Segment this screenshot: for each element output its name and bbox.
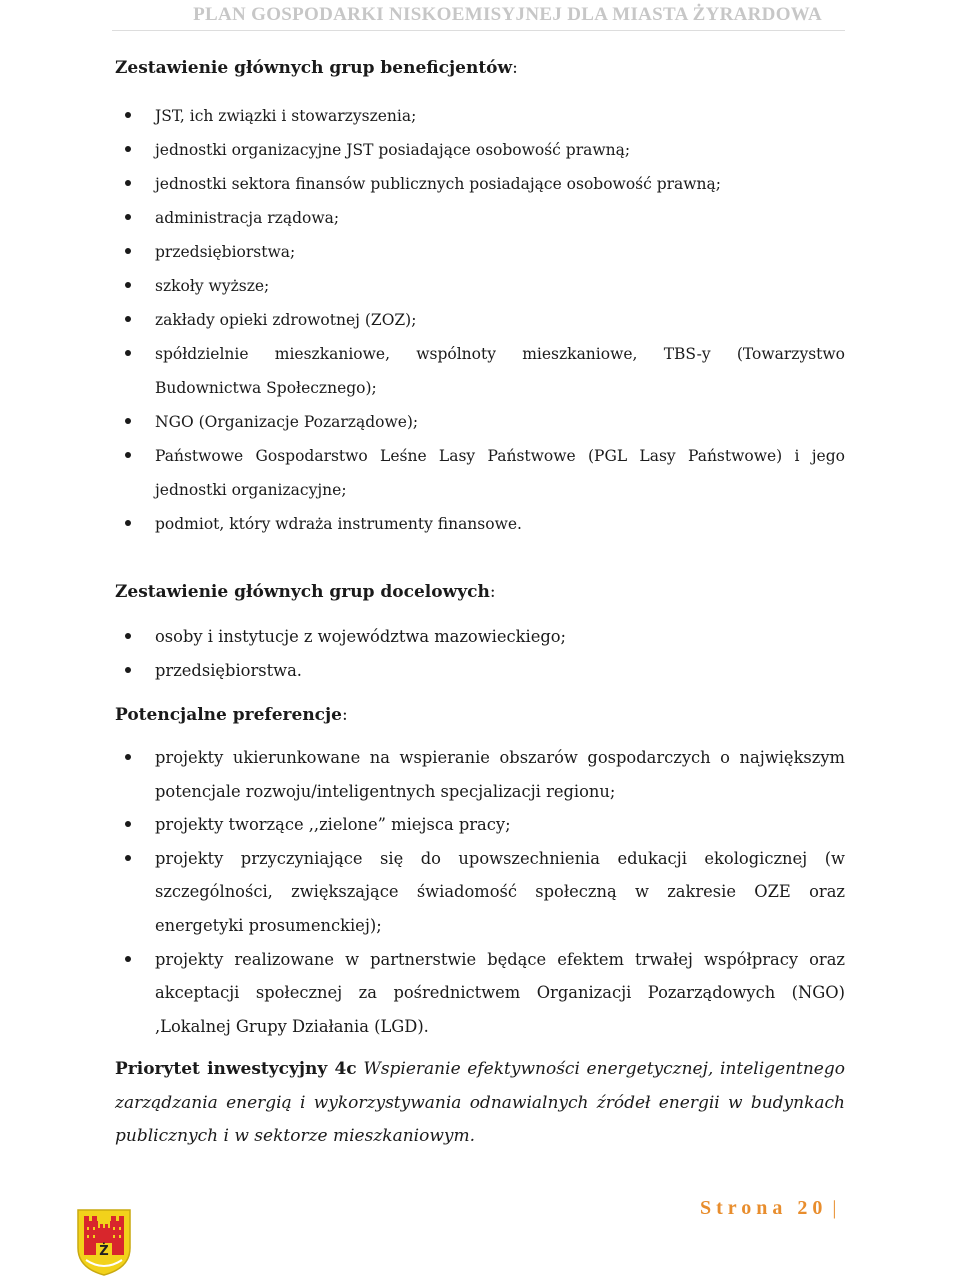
list-item-text: przedsiębiorstwa; (155, 243, 296, 261)
preferences-list (115, 741, 845, 1043)
beneficiary-item (115, 507, 845, 541)
priority-paragraph (115, 1053, 845, 1154)
beneficiary-item (115, 235, 845, 269)
bullet-icon (125, 855, 131, 861)
list-item-text: projekty ukierunkowane na wspieranie obszarów gospodarczych o największym potencjale rozwoju/inteligentnych specjalizacji regionu; (155, 748, 845, 801)
bullet-icon (125, 180, 131, 186)
beneficiaries-list (115, 99, 845, 541)
list-item-text: NGO (Organizacje Pozarządowe); (155, 413, 419, 431)
bullet-icon (125, 520, 131, 526)
target-group-item (115, 620, 845, 654)
list-item-text: jednostki organizacyjne JST posiadające osobowość prawną; (155, 141, 631, 159)
beneficiary-item (115, 337, 845, 405)
list-item-text: osoby i instytucje z województwa mazowieckiego; (155, 627, 567, 646)
priority-label: Priorytet inwestycyjny 4c (115, 1059, 357, 1079)
bullet-icon (125, 667, 131, 673)
header-divider (112, 30, 845, 31)
running-header (0, 0, 960, 32)
list-item-text: projekty tworzące ,,zielone” miejsca pracy; (155, 815, 511, 835)
page-number: Strona 20 | (700, 1197, 837, 1219)
list-item-text: projekty realizowane w partnerstwie będące efektem trwałej współpracy oraz akceptacji społecznej za pośrednictwem Organizacji Pozarządowych (NGO) ,Lokalnej Grupy Działania (LGD). (155, 949, 845, 1036)
bullet-icon (125, 350, 131, 356)
bullet-icon (125, 633, 131, 639)
preference-item (115, 943, 845, 1044)
bullet-icon (125, 248, 131, 254)
city-crest-logo (76, 1208, 132, 1276)
beneficiary-item (115, 167, 845, 201)
document-title: PLAN GOSPODARKI NISKOEMISYJNEJ DLA MIASTA ŻYRARDOWA (193, 4, 822, 25)
bullet-icon (125, 821, 131, 827)
preferences-heading: Potencjalne preferencje: (115, 705, 348, 725)
list-item-text: projekty przyczyniające się do upowszechnienia edukacji ekologicznej (w szczególności, zwiększające świadomość społeczną w zakresie OZE oraz energetyki prosumenckiej); (155, 848, 845, 935)
beneficiary-item (115, 303, 845, 337)
bullet-icon (125, 452, 131, 458)
list-item-text: spółdzielnie mieszkaniowe, wspólnoty mieszkaniowe, TBS-y (Towarzystwo Budownictwa Społecznego); (155, 345, 845, 397)
bullet-icon (125, 418, 131, 424)
list-item-text: JST, ich związki i stowarzyszenia; (155, 107, 417, 125)
bullet-icon (125, 956, 131, 962)
target-groups-list (115, 620, 845, 688)
beneficiaries-heading: Zestawienie głównych grup beneficjentów: (115, 58, 518, 78)
list-item-text: administracja rządowa; (155, 209, 340, 227)
list-item-text: jednostki sektora finansów publicznych posiadające osobowość prawną; (155, 175, 721, 193)
bullet-icon (125, 214, 131, 220)
beneficiary-item (115, 405, 845, 439)
beneficiary-item (115, 439, 845, 507)
list-item-text: przedsiębiorstwa. (155, 661, 302, 680)
bullet-icon (125, 112, 131, 118)
beneficiary-item (115, 269, 845, 303)
preference-item (115, 741, 845, 808)
target-group-item (115, 654, 845, 688)
svg-text:Ż: Ż (99, 1244, 109, 1259)
beneficiary-item (115, 99, 845, 133)
bullet-icon (125, 316, 131, 322)
beneficiary-item (115, 133, 845, 167)
list-item-text: podmiot, który wdraża instrumenty finansowe. (155, 515, 522, 533)
priority-text: Wspieranie efektywności energetycznej, inteligentnego zarządzania energią i wykorzystywania odnawialnych źródeł energii w budynkach publicznych i w sektorze mieszkaniowym. (115, 1059, 845, 1146)
bullet-icon (125, 282, 131, 288)
list-item-text: Państwowe Gospodarstwo Leśne Lasy Państwowe (PGL Lasy Państwowe) i jego jednostki organizacyjne; (155, 447, 845, 499)
list-item-text: zakłady opieki zdrowotnej (ZOZ); (155, 311, 417, 329)
preference-item (115, 842, 845, 943)
target-groups-heading: Zestawienie głównych grup docelowych: (115, 582, 496, 602)
bullet-icon (125, 146, 131, 152)
beneficiary-item (115, 201, 845, 235)
list-item-text: szkoły wyższe; (155, 277, 270, 295)
preference-item (115, 808, 845, 842)
bullet-icon (125, 754, 131, 760)
